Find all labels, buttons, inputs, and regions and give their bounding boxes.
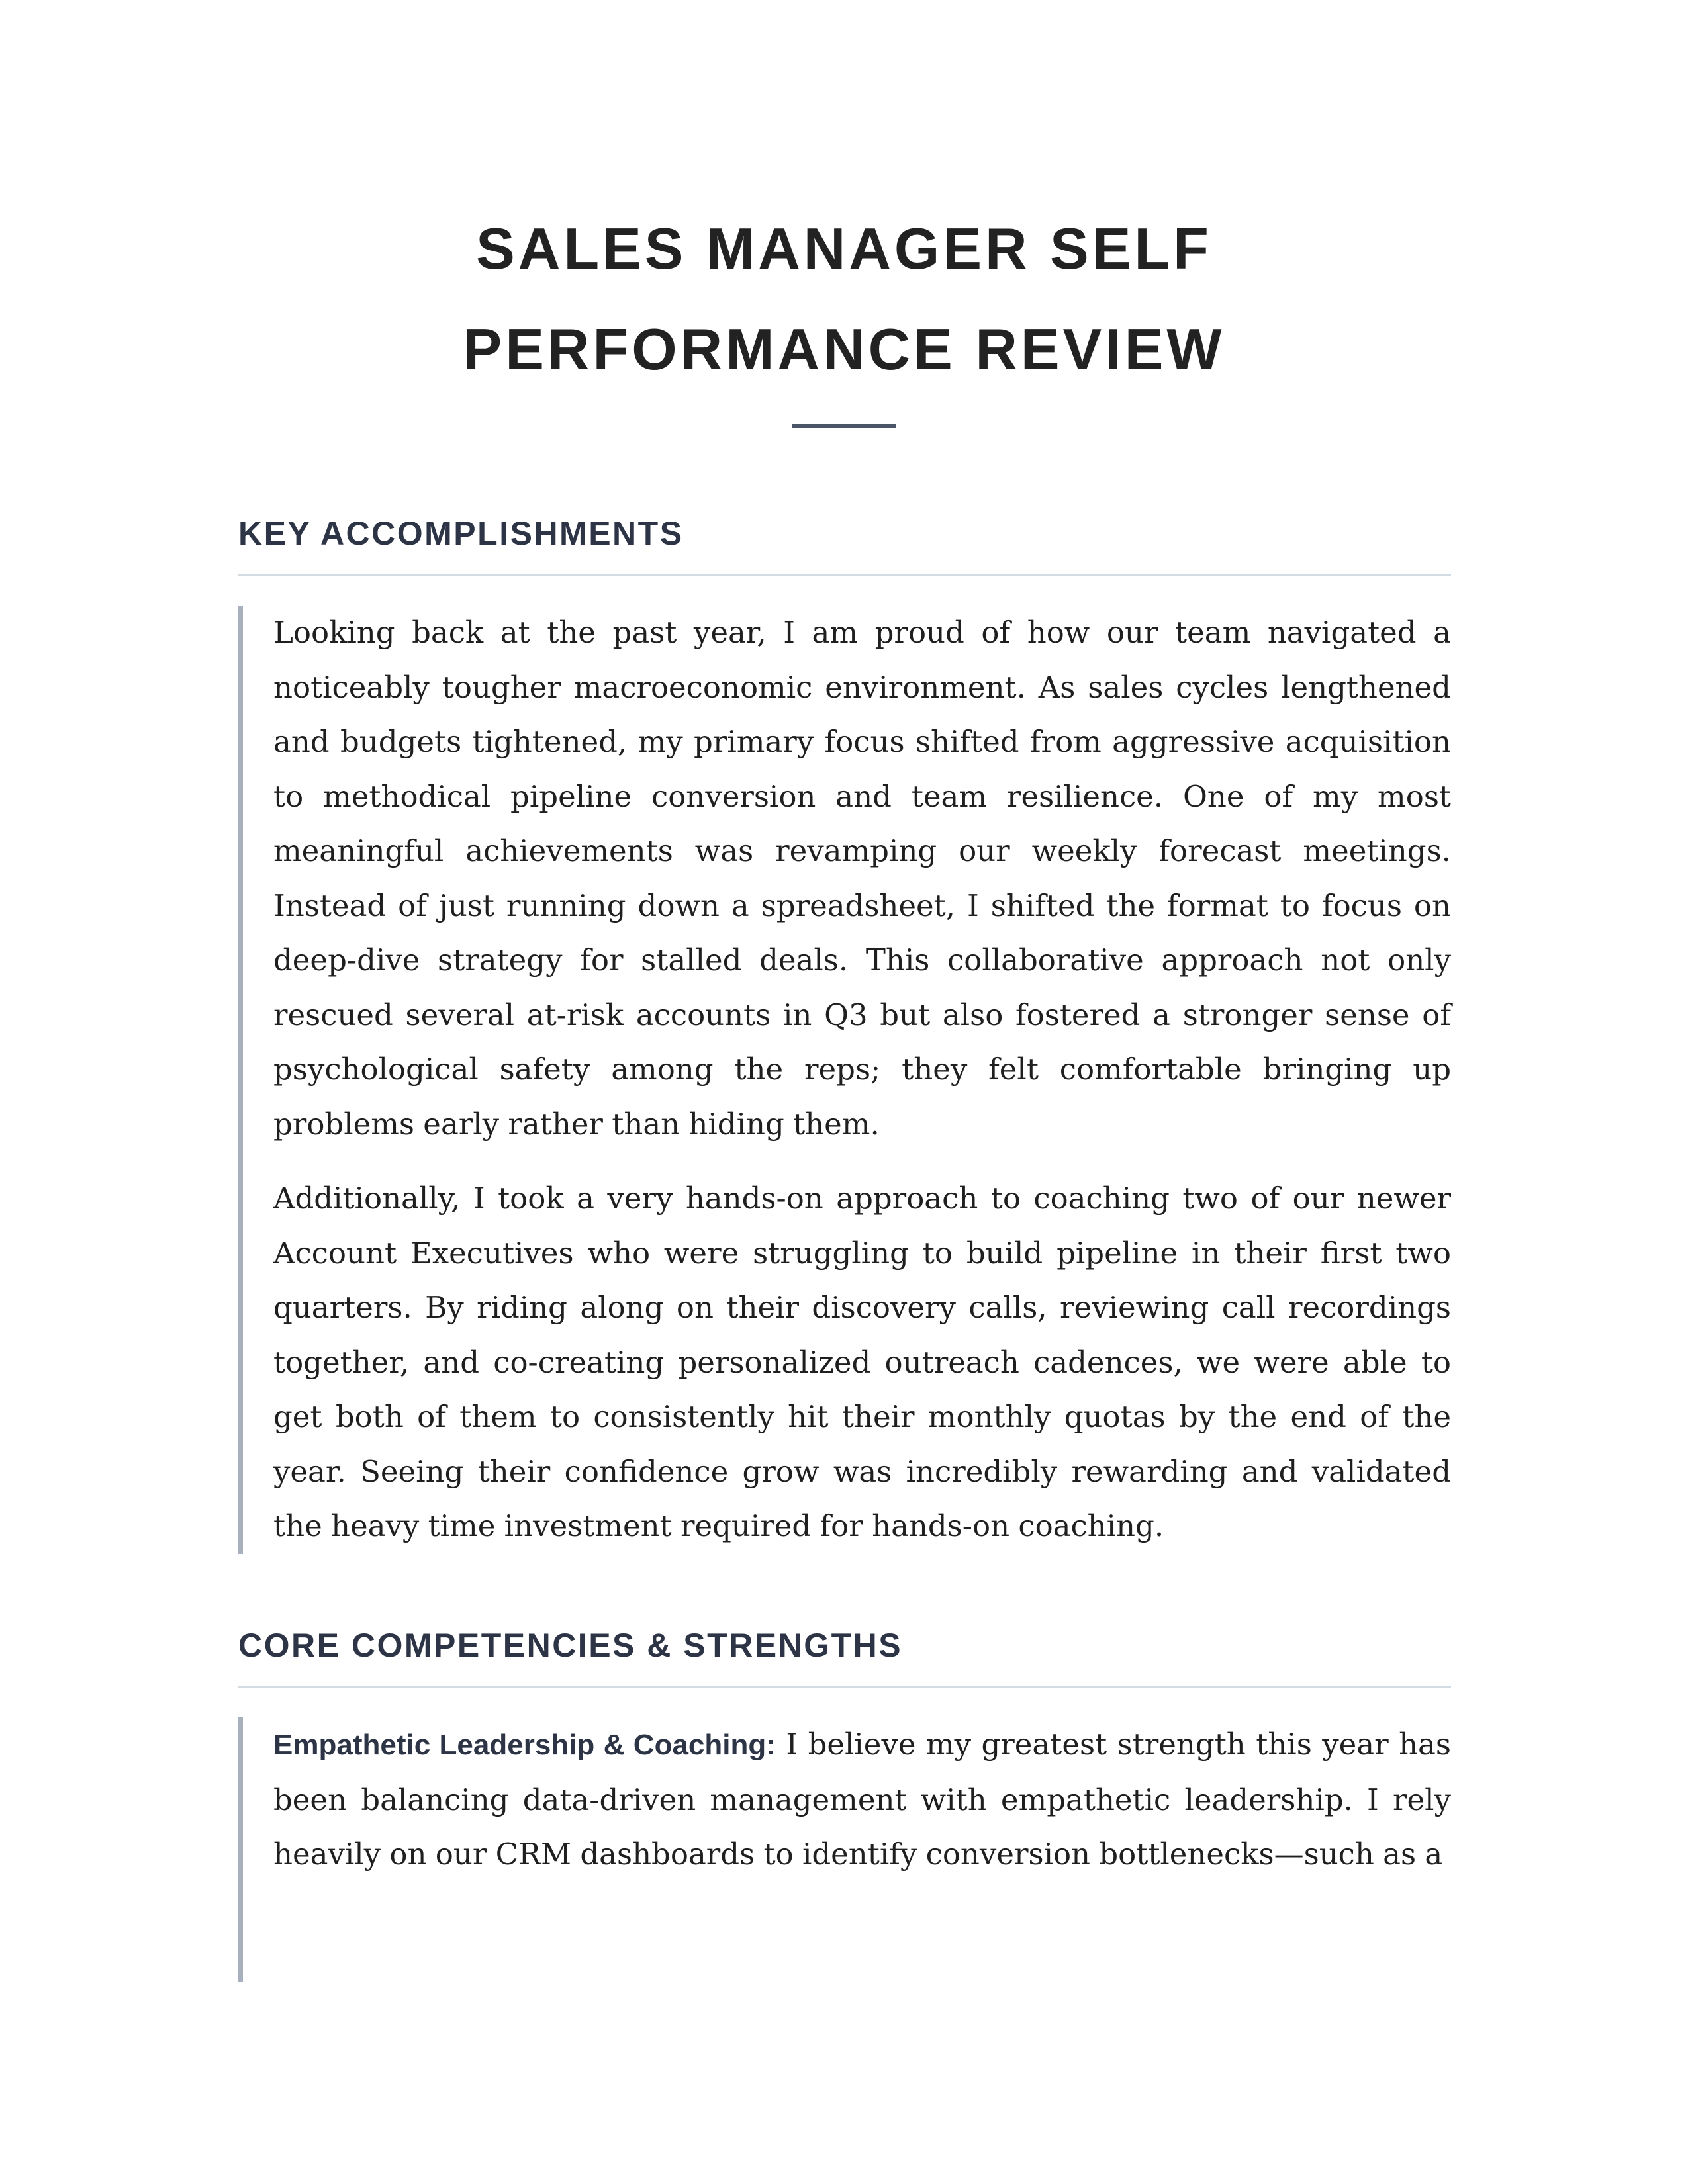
paragraph: Looking back at the past year, I am proud of how our team navigated a noticeably tougher macroeconomic environment. As sales cycles lengthened and budgets tightened, my primary focus shifted from aggressive acquisition to methodical pipeline conversion and team resilience. One of my most meaningful achievements was revamping our weekly forecast meetings. Instead of just running down a spreadsheet, I shifted the format to focus on deep-dive strategy for stalled deals. This collaborative approach not only rescued several at-risk accounts in Q3 but also fostered a stronger sense of psychological safety among the reps; they felt comfortable bringing up problems early rather than hiding them. <box>273 615 1451 1142</box>
title-line-2: PERFORMANCE REVIEW <box>463 316 1225 382</box>
section-divider <box>238 1686 1451 1688</box>
competency-label: Empathetic Leadership & Coaching: <box>273 1729 776 1761</box>
title-divider <box>792 424 896 428</box>
section-body <box>238 1717 1451 1982</box>
title-line-1: SALES MANAGER SELF <box>476 216 1212 281</box>
document-title <box>0 199 1688 428</box>
section-body <box>238 606 1451 1554</box>
competency-text: I believe my greatest strength this year has been balancing data-driven management with empathetic leadership. I rely heavily on our CRM dashboards to identify conversion bottlenecks—such as a <box>273 1727 1451 1872</box>
section-key-accomplishments <box>238 508 1451 1554</box>
section-divider <box>238 574 1451 576</box>
paragraph: Additionally, I took a very hands-on approach to coaching two of our newer Account Executives who were struggling to build pipeline in their first two quarters. By riding along on their discovery calls, reviewing call recordings together, and co-creating personalized outreach cadences, we were able to get both of them to consistently hit their monthly quotas by the end of the year. Seeing their confidence grow was incredibly rewarding and validated the heavy time investment required for hands-on coaching. <box>273 1181 1451 1543</box>
section-core-competencies <box>238 1620 1451 1982</box>
paragraph <box>273 1717 1451 1882</box>
section-heading: CORE COMPETENCIES & STRENGTHS <box>238 1627 903 1664</box>
section-heading: KEY ACCOMPLISHMENTS <box>238 515 684 552</box>
